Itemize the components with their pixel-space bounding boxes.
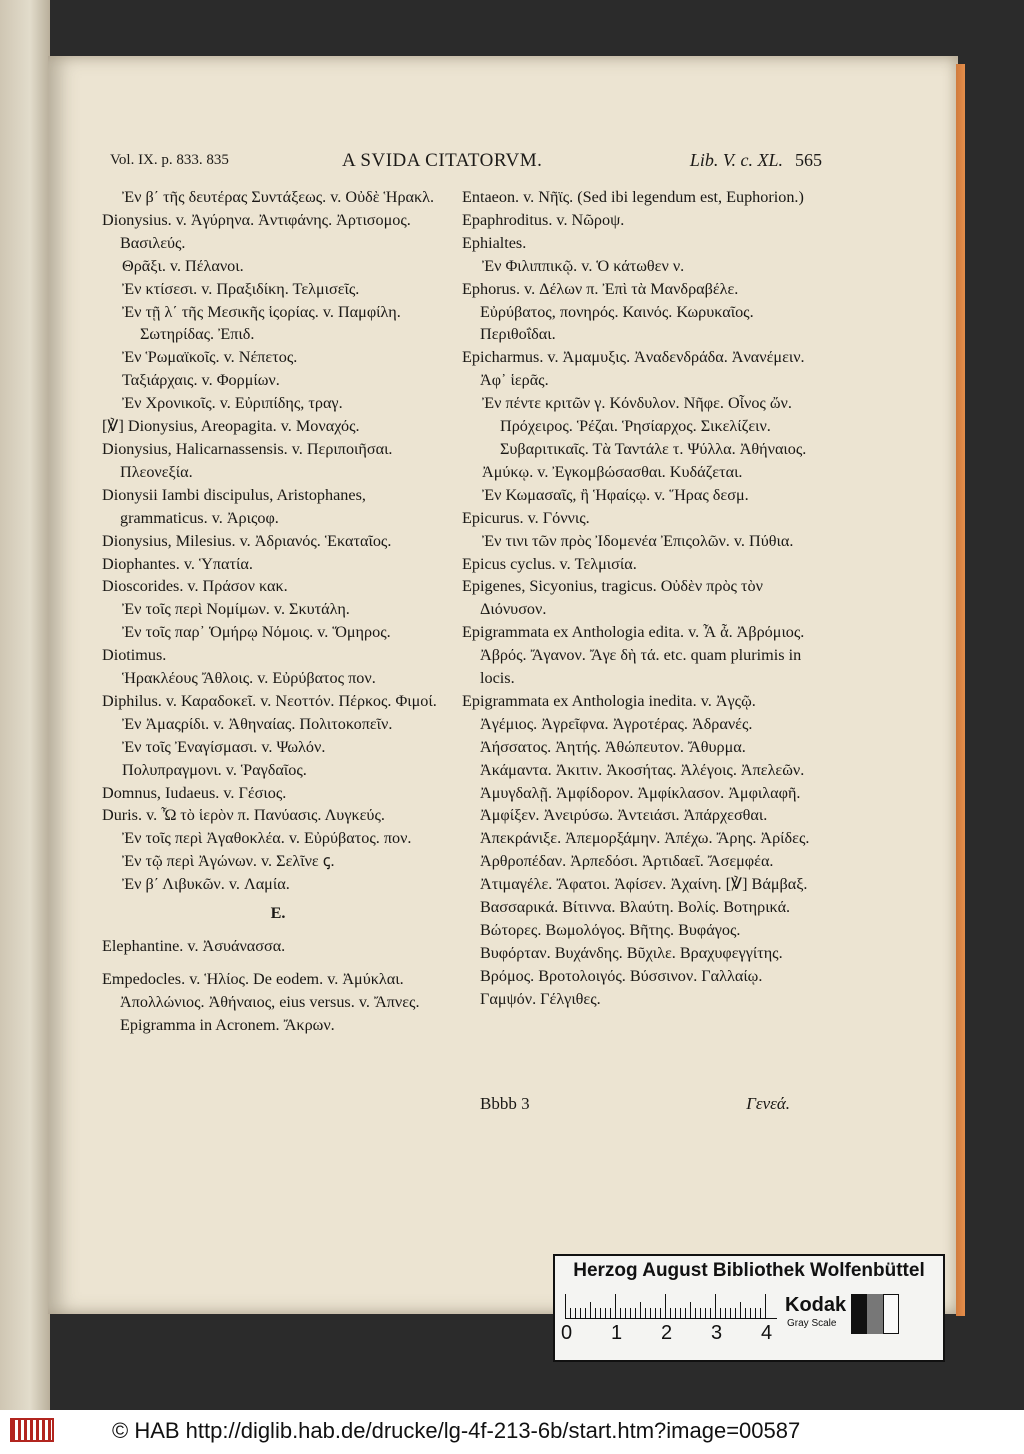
gray-swatch bbox=[867, 1294, 883, 1334]
black-swatch bbox=[851, 1294, 867, 1334]
ruler-tick bbox=[640, 1302, 641, 1318]
ruler-tick bbox=[570, 1308, 571, 1318]
ruler-tick bbox=[700, 1308, 701, 1318]
ruler-tick bbox=[575, 1308, 576, 1318]
index-entry: Ἐν β΄ Λιβυκῶν. v. Λαμία. bbox=[122, 875, 290, 894]
ruler-numbers bbox=[561, 1322, 781, 1348]
index-entry: Ἐν τοῖς Ἐναγίσμασι. v. Ψωλόν. bbox=[122, 737, 326, 756]
index-entry: Dionysii Iambi discipulus, Aristophanes, grammaticus. v. Ἀριςοφ. bbox=[102, 485, 366, 527]
ruler-number: 0 bbox=[561, 1322, 573, 1344]
ruler-tick bbox=[725, 1308, 726, 1318]
right-column bbox=[462, 186, 814, 1011]
ruler-tick bbox=[765, 1294, 766, 1318]
index-entry: Epicharmus. v. Ἀμαμυξις. Ἀναδενδράδα. Ἀνανέμειν. Ἀφ᾽ ἱερᾶς. bbox=[462, 348, 805, 390]
ruler-tick bbox=[625, 1308, 626, 1318]
hab-logo-icon bbox=[10, 1418, 54, 1442]
index-entry: Ephorus. v. Δέλων π. Ἐπὶ τὰ Μανδραβέλε. Εὐρύβατος, πονηρός. Καινός. Κωρυκαῖος. Περιθοΐδαι. bbox=[462, 279, 754, 344]
index-entry: Dionysius, Milesius. v. Ἀδριανός. Ἑκαταῖος. bbox=[102, 531, 392, 550]
index-entry: Ἀμύκῳ. v. Ἐγκομβώσασθαι. Κυδάζεται. bbox=[482, 462, 743, 481]
gray-scale-label: Gray Scale bbox=[787, 1318, 837, 1329]
ruler-tick bbox=[655, 1308, 656, 1318]
ruler-tick bbox=[565, 1294, 566, 1318]
index-entry: Diotimus. bbox=[102, 646, 167, 665]
index-entry: Ἐν πέντε κριτῶν γ. Κόνδυλον. Νῆφε. Οἶνος ὤν. Πρόχειρος. Ῥέζαι. Ῥησίαρχος. Σικελίζειν. Συβαριτικαῖς. Τὰ Ταντάλε τ. Ψύλλα. Ἀθήναιος. bbox=[482, 394, 807, 458]
index-entry: Epaphroditus. v. Νῶροψ. bbox=[462, 210, 625, 229]
index-entry: Ἐν τοῖς παρ᾽ Ὁμήρῳ Νόμοις. v. Ὅμηρος. bbox=[122, 623, 391, 642]
ruler-tick bbox=[650, 1308, 651, 1318]
ruler-tick bbox=[660, 1308, 661, 1318]
signature-line bbox=[480, 1094, 790, 1114]
index-entry: Πολυπραγμονι. v. Ῥαγδαῖος. bbox=[122, 760, 307, 779]
ruler-tick bbox=[750, 1308, 751, 1318]
ruler-tick bbox=[620, 1308, 621, 1318]
ruler-tick bbox=[585, 1308, 586, 1318]
library-title: Herzog August Bibliothek Wolfenbüttel bbox=[573, 1260, 925, 1281]
index-entry: Dioscorides. v. Πράσον κακ. bbox=[102, 577, 288, 596]
index-entry: Dionysius. v. Ἀγύρηνα. Ἀντιφάνης. Ἀρτισομος. Βασιλεύς. bbox=[102, 210, 411, 252]
ruler-number: 3 bbox=[711, 1322, 723, 1344]
index-entry: Ἐν β΄ τῆς δευτέρας Συντάξεως. v. Οὐδὲ Ἡρακλ. bbox=[122, 188, 435, 206]
scale-ruler bbox=[565, 1292, 777, 1319]
ruler-tick bbox=[690, 1302, 691, 1318]
index-entry: Dionysius, Halicarnassensis. v. Περιποιῆσαι. Πλεονεξία. bbox=[102, 439, 393, 481]
index-entry: E. bbox=[270, 904, 286, 923]
ruler-tick bbox=[685, 1308, 686, 1318]
ruler-tick bbox=[615, 1294, 616, 1318]
ruler-tick bbox=[760, 1308, 761, 1318]
ruler-tick bbox=[745, 1308, 746, 1318]
ruler-tick bbox=[645, 1308, 646, 1318]
index-entry: Duris. v. Ὦ τὸ ἱερὸν π. Πανύασις. Λυγκεύς. bbox=[102, 806, 385, 825]
ruler-tick bbox=[600, 1308, 601, 1318]
index-entry: Ἐν τινι τῶν πρὸς Ἰδομενέα Ἐπιςολῶν. v. Πύθια. bbox=[482, 531, 794, 550]
index-entry: Elephantine. v. Ἀσυάνασσα. bbox=[102, 937, 286, 955]
ruler-number: 1 bbox=[611, 1322, 623, 1344]
credit-link[interactable]: © HAB http://diglib.hab.de/drucke/lg-4f-213-6b/start.htm?image=00587 bbox=[112, 1418, 801, 1443]
ruler-tick bbox=[670, 1308, 671, 1318]
index-entry: Epigrammata ex Anthologia edita. v. Ἆ ἆ. Ἀβρόμιος. Ἀβρός. Ἄγανον. Ἄγε δὴ τά. etc. quam plurimis in locis. bbox=[462, 623, 805, 688]
page-edge bbox=[956, 64, 965, 1316]
ruler-tick bbox=[605, 1308, 606, 1318]
chapter-label: Lib. V. c. XL. bbox=[689, 150, 783, 170]
ruler-tick bbox=[715, 1294, 716, 1318]
ruler-tick bbox=[675, 1308, 676, 1318]
index-entry: Θρᾶξι. v. Πέλανοι. bbox=[122, 256, 244, 275]
index-entry: Diophantes. v. Ὑπατία. bbox=[102, 554, 253, 573]
ruler-tick bbox=[755, 1308, 756, 1318]
index-entry: Epigrammata ex Anthologia inedita. v. Ἀγςῷ. Ἀγέμιος. Ἀγρεῖφνα. Ἀγροτέρας. Ἀδρανές. Ἀήσσατος. Ἀητής. Ἀθώπευτον. Ἄθυρμα. Ἀκάμαντα. Ἀκιτιν. Ἀκοσήτας. Ἀλέγοις. Ἀπελεῶν. Ἀμυγδαλῇ. Ἀμφίδορον. Ἀμφίκλασον. Ἀμφιλαφῆ. Ἀμφίξεν. Ἀνειρύσω. Ἀντειάσι. Ἀπάρχεσθαι. Ἀπεκράνιξε. Ἀπεμορξάμην. Ἀπέχω. Ἄρης. Ἀρίδες. Ἀρθροπέδαν. Ἀρπεδόσι. Ἀρτιδαεῖ. Ἄσεμφέα. Ἀτιμαγέλε. Ἄφατοι. Ἀφίσεν. Ἀχαίνη. [℣] Βάμβαξ. Βασσαρικά. Βίτιννα. Βλαύτη. Βολίς. Βοτηρικά. Βώτορες. Βωμολόγος. Βῆτης. Βυφάγος. Βυφόρταν. Βυχάνδης. Βῦχιλε. Βραχυφεγγίτης. Βρόμος. Βροτολοιγός. Βύσσινον. Γαλλαίῳ. Γαμψόν. Γέλγιθες. bbox=[462, 691, 810, 1008]
index-entry: Epigenes, Sicyonius, tragicus. Οὐδὲν πρὸς τὸν Διόνυσον. bbox=[462, 577, 763, 619]
index-entry: Ἐν τοῖς περὶ Ἀγαθοκλέα. v. Εὐρύβατος. πον. bbox=[122, 829, 412, 848]
ruler-tick bbox=[730, 1308, 731, 1318]
index-entry: Ἐν τοῖς περὶ Νομίμων. v. Σκυτάλη. bbox=[122, 600, 350, 619]
ruler-tick bbox=[735, 1308, 736, 1318]
ruler-tick bbox=[710, 1308, 711, 1318]
volume-reference: Vol. IX. p. 833. 835 bbox=[110, 152, 229, 168]
ruler-tick bbox=[705, 1308, 706, 1318]
index-entry: Epicus cyclus. v. Τελμισία. bbox=[462, 554, 637, 573]
catchword: Γενεά. bbox=[746, 1094, 790, 1113]
chapter-reference bbox=[690, 150, 822, 171]
kodak-brand: Kodak bbox=[785, 1294, 847, 1316]
ruler-tick bbox=[580, 1308, 581, 1318]
ruler-tick bbox=[590, 1302, 591, 1318]
ruler-tick bbox=[680, 1308, 681, 1318]
index-entry: [℣] Dionysius, Areopagita. v. Μοναχός. bbox=[102, 417, 360, 436]
ruler-tick bbox=[740, 1302, 741, 1318]
index-entry: Ἐν Κωμασαῖς, ἢ Ἡφαίςῳ. v. Ἥρας δεσμ. bbox=[482, 485, 749, 504]
index-entry: Ἐν Ἀμαςρίδι. v. Ἀθηναίας. Πολιτοκοπεῖν. bbox=[122, 714, 393, 733]
ruler-tick bbox=[720, 1308, 721, 1318]
page-number: 565 bbox=[795, 150, 822, 170]
left-column bbox=[102, 186, 454, 1037]
ruler-tick bbox=[635, 1308, 636, 1318]
index-entry: Ἐν Φιλιππικῷ. v. Ὁ κάτωθεν ν. bbox=[482, 256, 685, 275]
index-entry: Ephialtes. bbox=[462, 233, 527, 252]
index-entry: Empedocles. v. Ἡλίος. De eodem. v. Ἀμύκλαι. Ἀπολλώνιος. Ἀθήναιος, eius versus. v. Ἄπνες. Epigramma in Acronem. Ἄκρων. bbox=[102, 969, 420, 1034]
ruler-number: 4 bbox=[761, 1322, 773, 1344]
ruler-number: 2 bbox=[661, 1322, 673, 1344]
signature-mark: Bbbb 3 bbox=[480, 1094, 530, 1113]
index-entry: Domnus, Iudaeus. v. Γέσιος. bbox=[102, 783, 287, 802]
index-entry: Ἡρακλέους Ἄθλοις. v. Εὐρύβατος πον. bbox=[122, 669, 376, 688]
ruler-tick bbox=[610, 1308, 611, 1318]
index-entry: Ἐν τῇ λ΄ τῆς Μεσικῆς ἱςορίας. v. Παμφίλη. Σωτηρίδας. Ἐπιδ. bbox=[122, 302, 401, 344]
index-entry: Entaeon. v. Νῆϊς. (Sed ibi legendum est, Euphorion.) bbox=[462, 188, 804, 206]
ruler-tick bbox=[695, 1308, 696, 1318]
previous-page-edge bbox=[0, 0, 50, 1410]
ruler-tick bbox=[665, 1294, 666, 1318]
color-target-card bbox=[553, 1254, 945, 1362]
index-entry: Ἐν Χρονικοῖς. v. Εὐριπίδης, τραγ. bbox=[122, 394, 343, 413]
ruler-tick bbox=[630, 1308, 631, 1318]
index-entry: Ταξιάρχαις. v. Φορμίων. bbox=[122, 371, 280, 390]
white-swatch bbox=[883, 1294, 899, 1334]
running-header bbox=[110, 150, 822, 176]
index-entry: Ἐν τῷ περὶ Ἀγώνων. v. Σελῖνε ꞔ. bbox=[122, 852, 335, 871]
ruler-tick bbox=[595, 1308, 596, 1318]
index-entry: Ἐν κτίσεσι. v. Πραξιδίκη. Τελμισεῖς. bbox=[122, 279, 360, 298]
index-entry: Epicurus. v. Γόννις. bbox=[462, 508, 590, 527]
running-title: A SVIDA CITATORVM. bbox=[342, 150, 543, 171]
index-entry: Ἐν Ῥωμαϊκοῖς. v. Νέπετος. bbox=[122, 348, 298, 367]
index-entry: Diphilus. v. Καραδοκεῖ. v. Νεοττόν. Πέρκος. Φιμοί. bbox=[102, 691, 437, 710]
